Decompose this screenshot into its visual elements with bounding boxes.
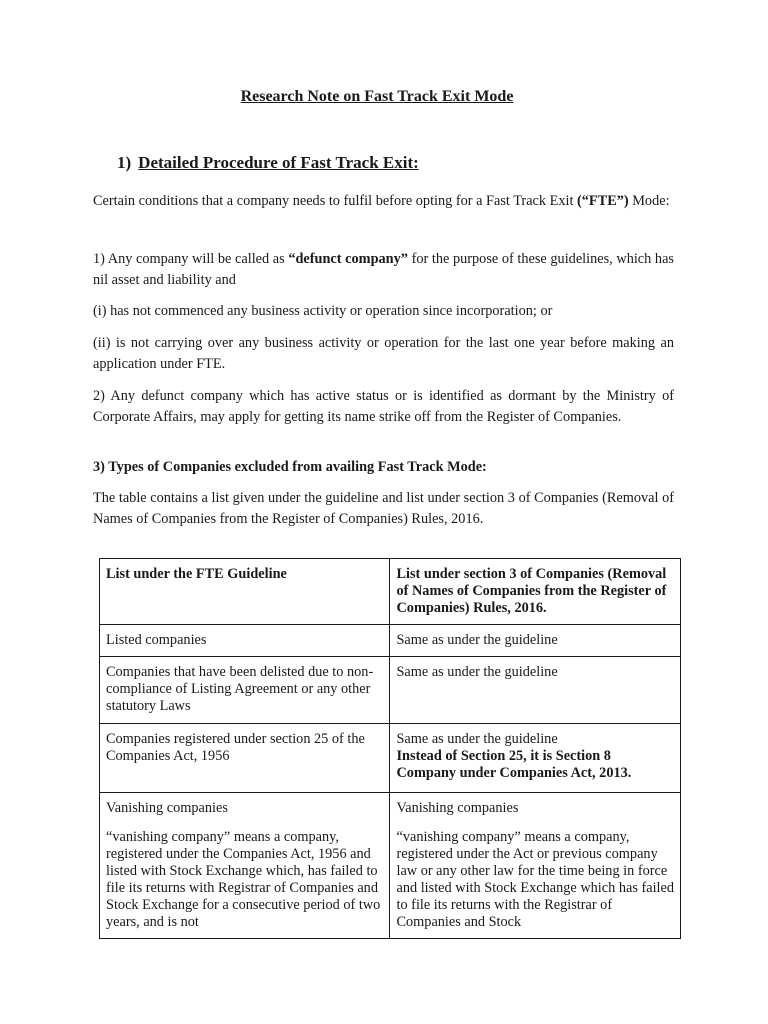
table-cell: Companies registered under section 25 of the Companies Act, 1956 (100, 724, 390, 793)
table-row (100, 793, 681, 939)
point-2-paragraph: 2) Any defunct company which has active status or is identified as dormant by the Ministry of Corporate Affairs, may apply for getting its name strike off from the Register of Companies. (93, 388, 674, 425)
section-number: 1) (117, 153, 132, 172)
point-3-heading: 3) Types of Companies excluded from availing Fast Track Mode: (93, 459, 487, 475)
section-heading (117, 153, 419, 173)
section-8-note: Instead of Section 25, it is Section 8 Company under Companies Act, 2013. (396, 748, 632, 781)
table-row (100, 657, 681, 724)
table-cell (100, 793, 390, 939)
table-cell: Listed companies (100, 625, 390, 657)
comparison-table (99, 558, 681, 939)
vanishing-title-left: Vanishing companies (106, 800, 228, 816)
point-1-text-end: for the purpose of these guidelines, which has nil asset and liability and (93, 251, 674, 288)
table-header-fte: List under the FTE Guideline (100, 559, 390, 625)
table-row (100, 724, 681, 793)
point-ii-paragraph: (ii) is not carrying over any business activity or operation for the last one year before making an application under FTE. (93, 335, 674, 372)
vanishing-title-right: Vanishing companies (396, 800, 519, 816)
point-1-paragraph (93, 249, 674, 291)
table-cell: Companies that have been delisted due to non-compliance of Listing Agreement or any other statutory Laws (100, 657, 390, 724)
intro-fte-bold: (“FTE”) (577, 193, 629, 209)
section-heading-text: Detailed Procedure of Fast Track Exit: (138, 153, 419, 172)
table-header-rules: List under section 3 of Companies (Removal of Names of Companies from the Register of Companies) Rules, 2016. (390, 559, 681, 625)
vanishing-definition-left: “vanishing company” means a company, registered under the Companies Act, 1956 and listed with Stock Exchange which, has failed to file its returns with Registrar of Companies and Stock Exchange for a consecutive period of two years, and is not (106, 829, 381, 930)
table-cell (390, 724, 681, 793)
table-row (100, 625, 681, 657)
table-cell-text: Same as under the guideline (396, 731, 558, 747)
table-cell: Same as under the guideline (390, 657, 681, 724)
table-cell: Same as under the guideline (390, 625, 681, 657)
document-title: Research Note on Fast Track Exit Mode (240, 88, 514, 105)
table-cell (390, 793, 681, 939)
defunct-company-bold: “defunct company” (288, 251, 408, 267)
point-1-text: 1) Any company will be called as (93, 251, 289, 267)
vanishing-definition-right: “vanishing company” means a company, registered under the Act or previous company law or any other law for the time being in force and listed with Stock Exchange which has failed to file its returns with the Registrar of Companies and Stock (396, 829, 675, 930)
point-i-paragraph: (i) has not commenced any business activity or operation since incorporation; or (93, 303, 553, 319)
table-header-row (100, 559, 681, 625)
intro-text: Certain conditions that a company needs to fulfil before opting for a Fast Track Exit (93, 193, 578, 209)
table-intro-paragraph: The table contains a list given under the guideline and list under section 3 of Companies (Removal of Names of Companies from the Register of Companies) Rules, 2016. (93, 490, 674, 527)
intro-paragraph (93, 191, 674, 212)
intro-text-end: Mode: (628, 193, 670, 209)
